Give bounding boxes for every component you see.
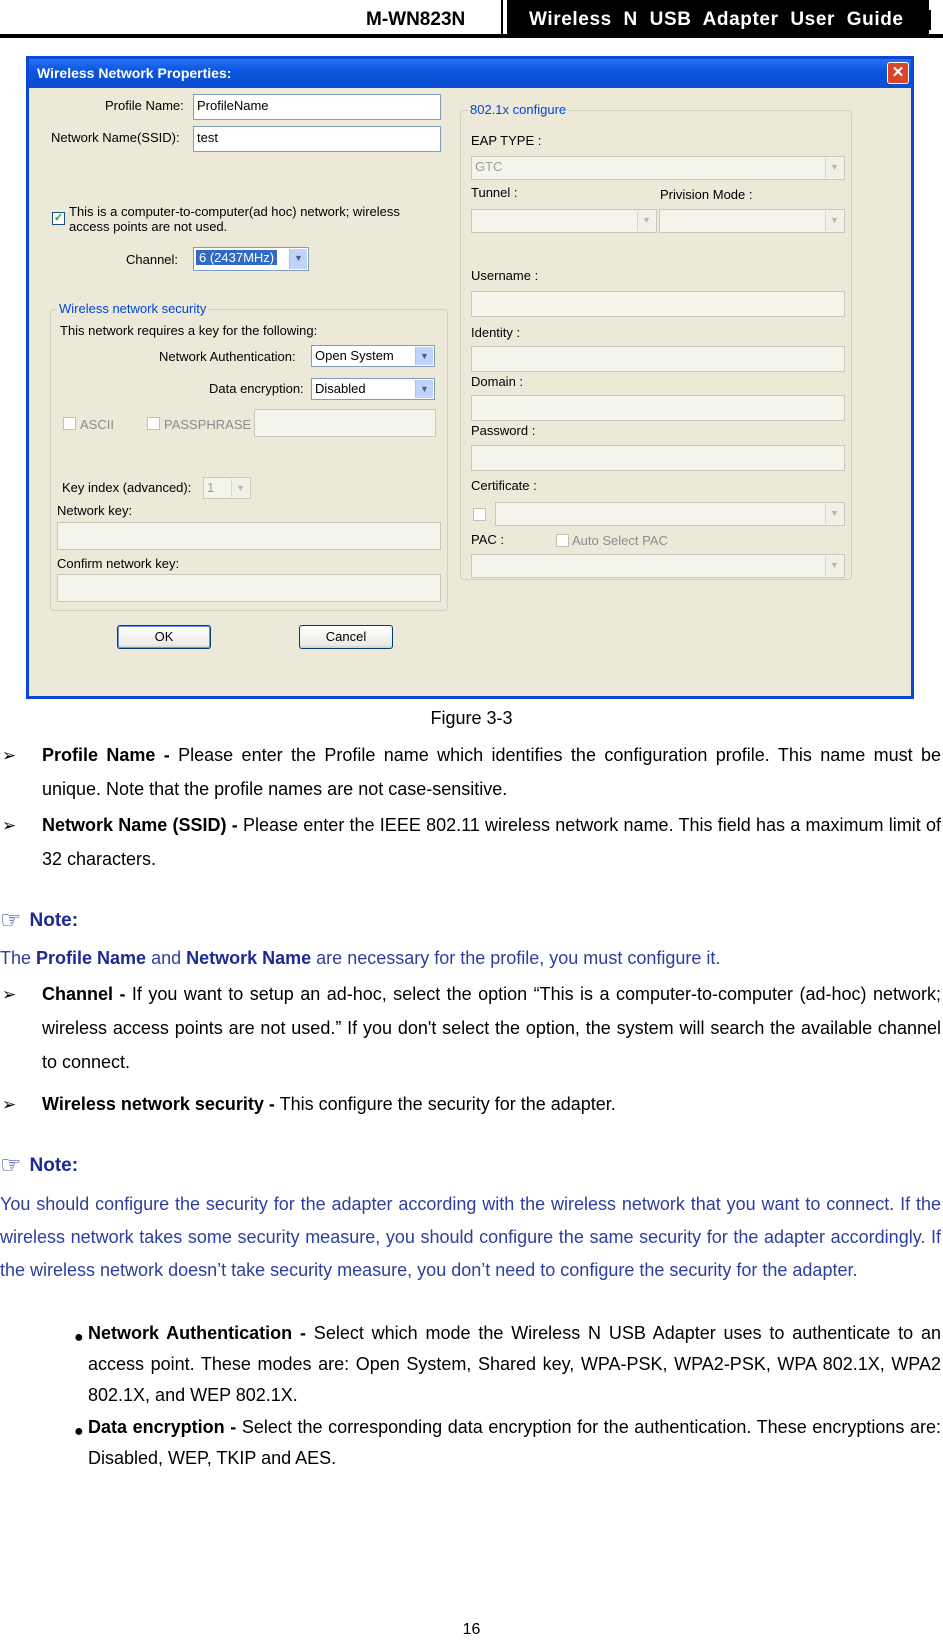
chevron-down-icon[interactable]: ▼ [415, 347, 433, 365]
password-input[interactable] [471, 445, 845, 471]
adhoc-label-line2: access points are not used. [69, 219, 228, 234]
identity-input[interactable] [471, 346, 845, 372]
encryption-value: Disabled [315, 381, 366, 396]
note-heading [0, 1151, 78, 1180]
note-heading-text: Note: [29, 1155, 79, 1176]
ssid-item-desc: Please enter the IEEE 802.11 wireless network name. This field has a maximum limit of 32 characters. [42, 815, 941, 869]
ssid-input[interactable]: test [193, 126, 441, 152]
confirm-key-input[interactable] [57, 574, 441, 602]
arrow-bullet-icon: ➢ [2, 816, 17, 835]
eap-type-select[interactable] [471, 156, 845, 180]
auto-select-pac-label: Auto Select PAC [572, 533, 668, 548]
provision-mode-label: Privision Mode : [660, 187, 753, 202]
identity-label: Identity : [471, 325, 521, 340]
adhoc-label-line1: This is a computer-to-computer(ad hoc) network; wireless [69, 204, 400, 219]
channel-item-desc: If you want to setup an ad-hoc, select the option “This is a computer-to-computer (ad-hoc) network; wireless access points are not used.” If you don't select the option, the system will search the available channel to connect. [42, 984, 941, 1072]
encryption-bullet [88, 1412, 941, 1474]
eap-type-value: GTC [475, 159, 503, 174]
note-heading [0, 906, 78, 935]
chevron-down-icon[interactable]: ▼ [637, 211, 655, 231]
note-1-bold-network: Network Name [186, 948, 312, 968]
pac-select[interactable] [471, 554, 845, 578]
security-item [42, 1087, 941, 1121]
auth-bullet [88, 1318, 941, 1411]
profile-name-input[interactable]: ProfileName [193, 94, 441, 120]
passphrase-label: PASSPHRASE [164, 417, 252, 432]
arrow-bullet-icon: ➢ [2, 746, 17, 765]
channel-value: 6 (2437MHz) [196, 250, 277, 265]
channel-item [42, 977, 941, 1079]
security-item-desc: This configure the security for the adapter. [274, 1094, 616, 1114]
chevron-down-icon[interactable]: ▼ [289, 249, 307, 269]
ssid-item-title: Network Name (SSID) - [42, 815, 238, 835]
channel-item-title: Channel - [42, 984, 126, 1004]
chevron-down-icon[interactable]: ▼ [825, 158, 843, 178]
ok-button[interactable]: OK [117, 625, 211, 649]
note-1-bold-profile: Profile Name [36, 948, 147, 968]
dialog-titlebar [29, 59, 911, 88]
username-label: Username : [471, 268, 539, 283]
profile-name-item [42, 738, 941, 806]
chevron-down-icon[interactable]: ▼ [415, 380, 433, 398]
chevron-down-icon[interactable]: ▼ [825, 504, 843, 524]
tunnel-label: Tunnel : [471, 185, 518, 200]
header-model: M-WN823N [366, 9, 466, 30]
note-heading-text: Note: [29, 910, 79, 931]
note-2-text: You should configure the security for the adapter according with the wireless network that you want to connect. If the wireless network takes some security measure, you should configure the same security for the adapter accordingly. If the wireless network doesn’t take security measure, you don’t need to configure the security for the adapter. [0, 1194, 941, 1280]
key-index-label: Key index (advanced): [62, 480, 192, 495]
page-number: 16 [462, 1621, 481, 1638]
key-index-select[interactable] [203, 477, 251, 499]
pointing-hand-icon: ☞ [0, 907, 22, 934]
profile-name-item-title: Profile Name - [42, 745, 170, 765]
ssid-item [42, 808, 941, 876]
channel-label: Channel: [126, 252, 179, 267]
requires-key-text: This network requires a key for the following: [60, 323, 318, 338]
domain-label: Domain : [471, 374, 524, 389]
channel-select[interactable] [193, 247, 309, 271]
ssid-label: Network Name(SSID): [51, 130, 180, 145]
security-item-title: Wireless network security - [42, 1094, 275, 1114]
chevron-down-icon[interactable]: ▼ [825, 556, 843, 576]
dot1x-title: 802.1x configure [470, 102, 567, 117]
chevron-down-icon[interactable]: ▼ [825, 211, 843, 231]
cancel-button[interactable]: Cancel [299, 625, 393, 649]
profile-name-item-desc: Please enter the Profile name which identifies the configuration profile. This name must be unique. Note that the profile names are not case-sensitive. [42, 745, 941, 799]
key-index-value: 1 [207, 480, 215, 495]
arrow-bullet-icon: ➢ [2, 985, 17, 1004]
profile-name-label: Profile Name: [105, 98, 184, 113]
ascii-label: ASCII [80, 417, 114, 432]
pac-label: PAC : [471, 532, 504, 547]
network-key-input[interactable] [57, 522, 441, 550]
figure-caption: Figure 3-3 [430, 708, 513, 728]
certificate-select[interactable] [495, 502, 845, 526]
passphrase-checkbox[interactable] [147, 417, 160, 430]
adhoc-checkbox[interactable]: ✓ [53, 212, 64, 224]
eap-type-label: EAP TYPE : [471, 133, 542, 148]
certificate-checkbox[interactable] [473, 508, 486, 521]
auto-select-pac-checkbox[interactable] [556, 534, 569, 547]
passphrase-input[interactable] [254, 409, 436, 437]
network-key-label: Network key: [57, 503, 133, 518]
ascii-checkbox[interactable] [63, 417, 76, 430]
encryption-bullet-desc: Select the corresponding data encryption for the authentication. These encryptions are: Disabled, WEP, TKIP and AES. [88, 1417, 941, 1468]
auth-select[interactable] [311, 345, 435, 367]
dot-bullet-icon: ● [74, 1329, 84, 1346]
arrow-bullet-icon: ➢ [2, 1095, 17, 1114]
wireless-security-title: Wireless network security [59, 301, 207, 316]
provision-mode-select[interactable] [659, 209, 845, 233]
page-header [0, 0, 943, 38]
dialog-title: Wireless Network Properties: [37, 65, 232, 81]
pointing-hand-icon: ☞ [0, 1152, 22, 1179]
domain-input[interactable] [471, 395, 845, 421]
auth-value: Open System [315, 348, 394, 363]
encryption-bullet-title: Data encryption - [88, 1417, 237, 1437]
dot-bullet-icon: ● [74, 1423, 84, 1440]
tunnel-select[interactable] [471, 209, 657, 233]
auth-label: Network Authentication: [159, 349, 296, 364]
header-guide-title: Wireless N USB Adapter User Guide [529, 9, 904, 30]
auth-bullet-desc: Select which mode the Wireless N USB Adapter uses to authenticate to an access point. These modes are: Open System, Shared key, WPA-PSK, WPA2-PSK, WPA 802.1X, WPA2 802.1X, and WEP 802.1X. [88, 1323, 941, 1405]
chevron-down-icon[interactable]: ▼ [231, 479, 249, 497]
wireless-network-properties-dialog [26, 56, 914, 699]
close-icon[interactable]: ✕ [887, 62, 909, 84]
confirm-key-label: Confirm network key: [57, 556, 180, 571]
password-label: Password : [471, 423, 536, 438]
encryption-label: Data encryption: [209, 381, 304, 396]
username-input[interactable] [471, 291, 845, 317]
note-1-text: The Profile Name and Network Name are necessary for the profile, you must configure it. [0, 948, 721, 968]
certificate-label: Certificate : [471, 478, 537, 493]
auth-bullet-title: Network Authentication - [88, 1323, 306, 1343]
encryption-select[interactable] [311, 378, 435, 400]
